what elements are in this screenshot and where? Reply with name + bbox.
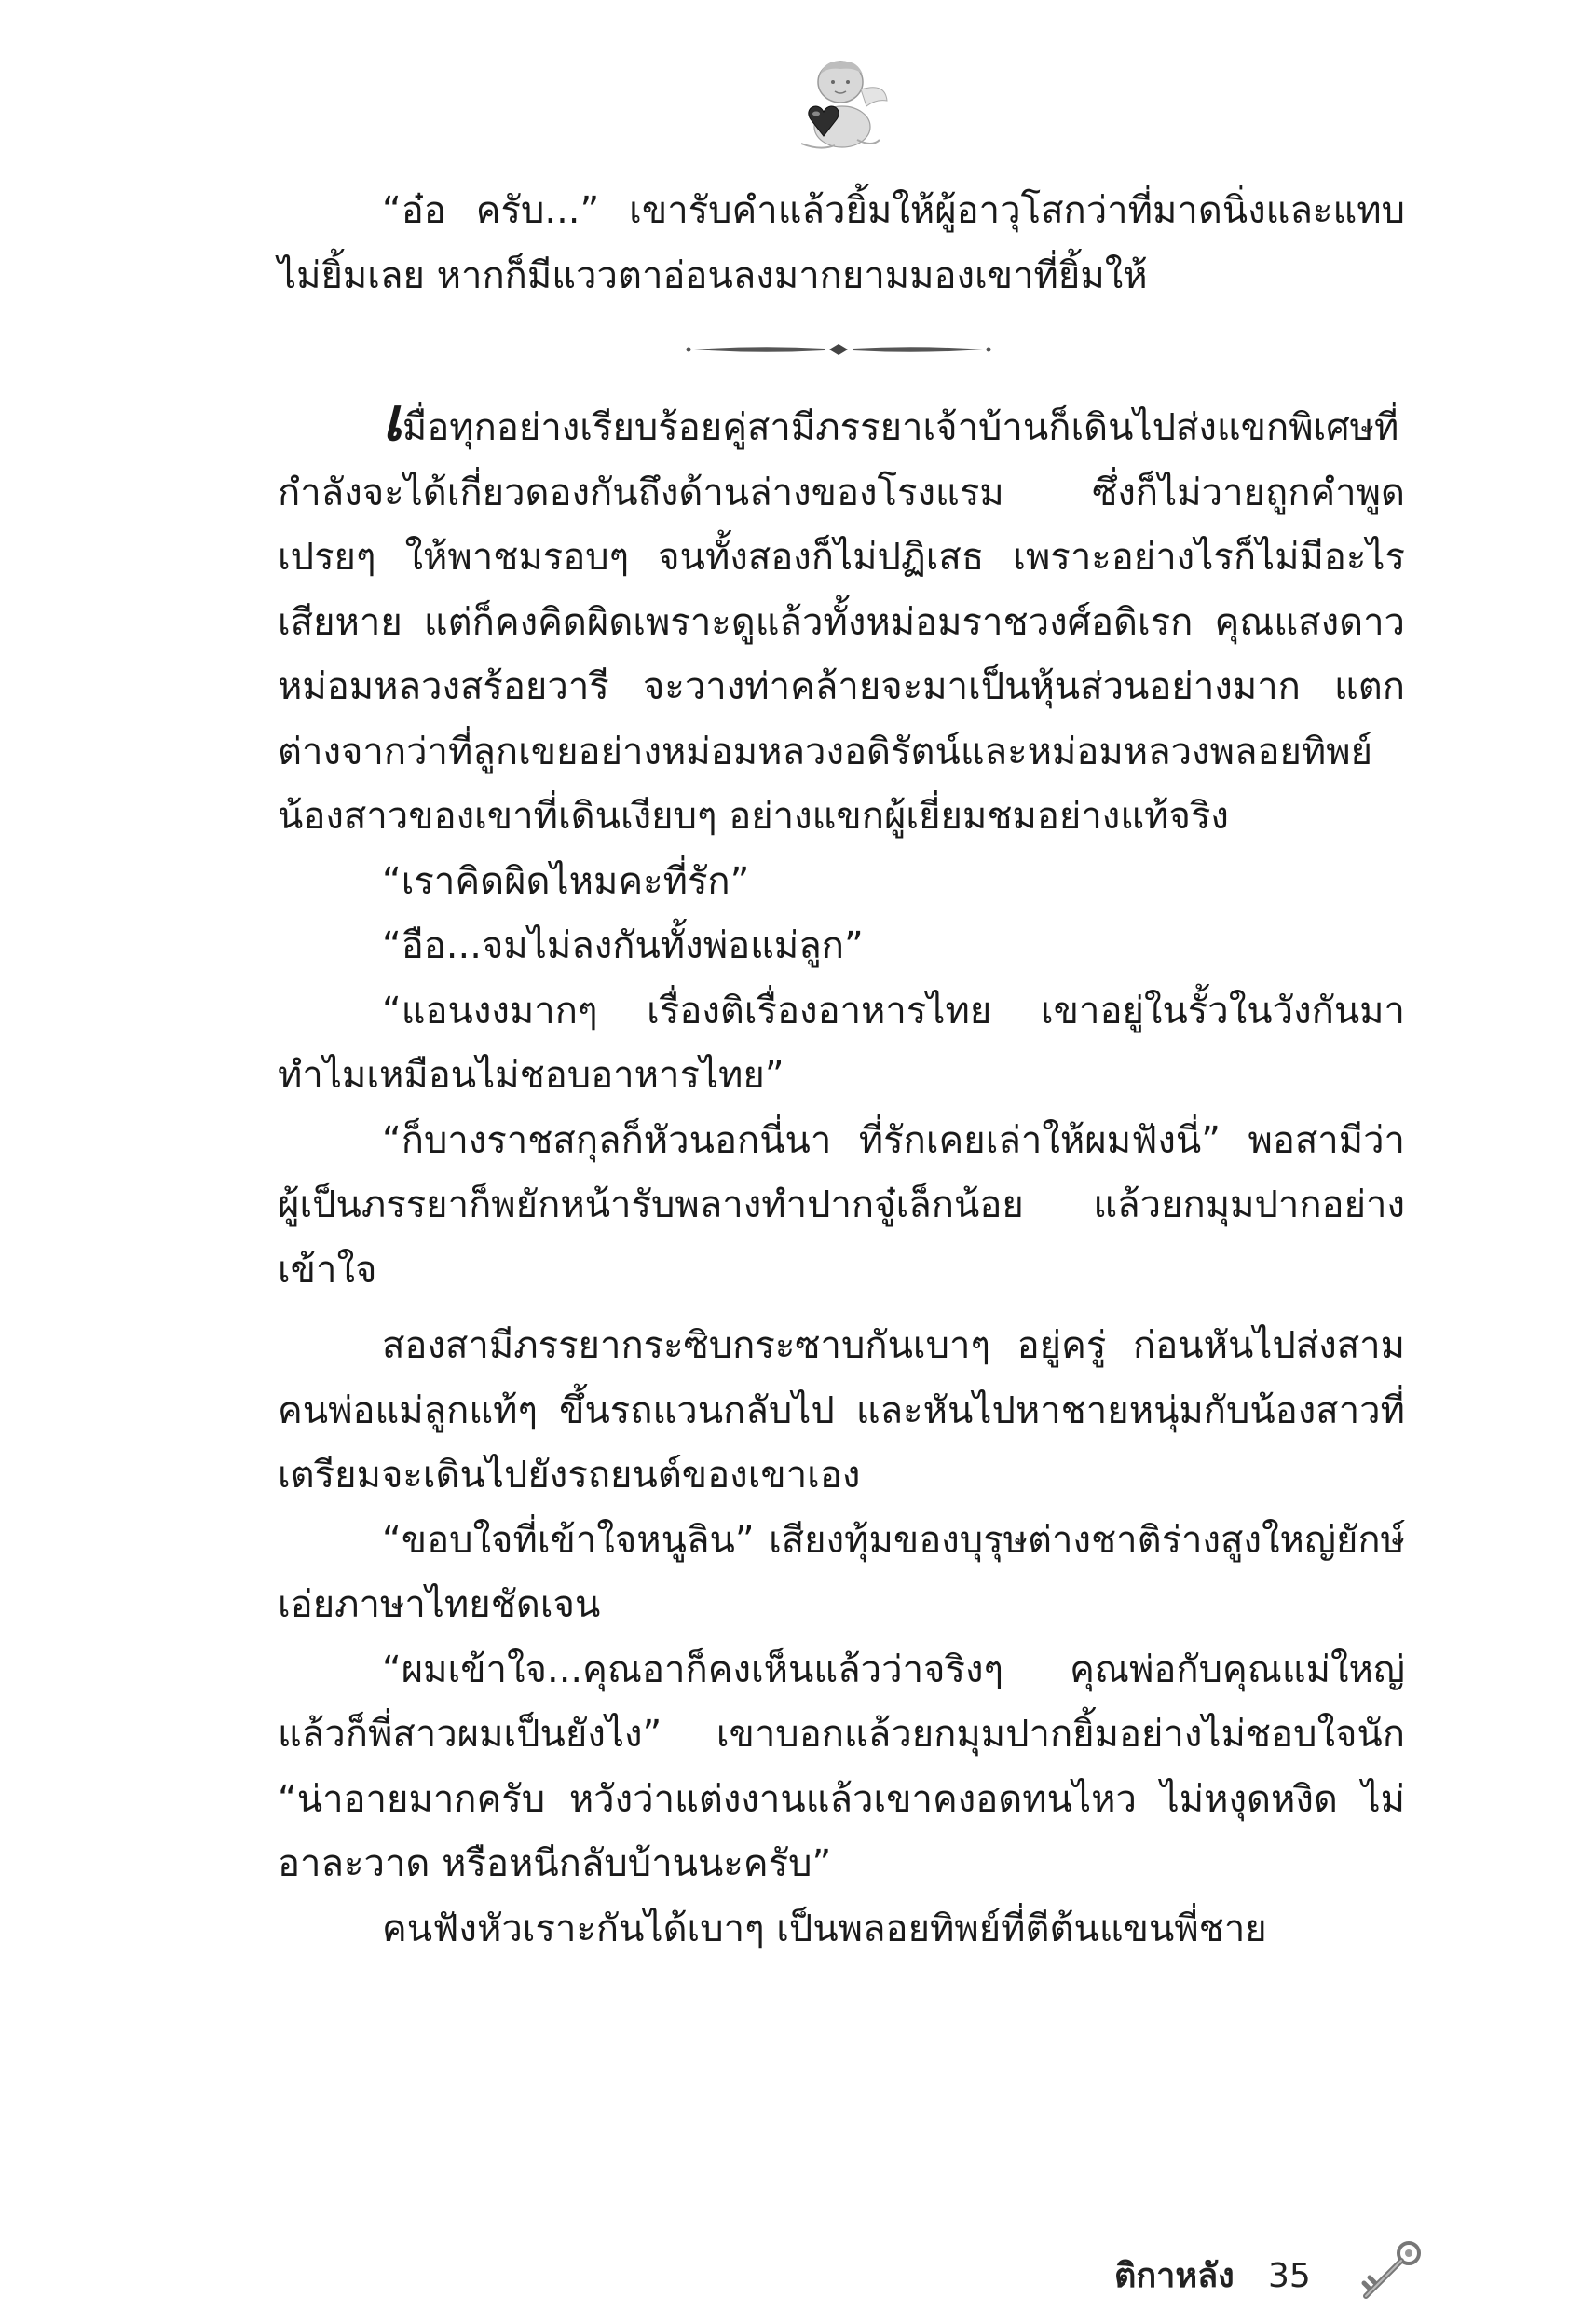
running-footer-title: ติกาหลัง [1114,2257,1235,2295]
paragraph: “อือ...จมไม่ลงกันทั้งพ่อแม่ลูก” [382,924,864,967]
page-number: 35 [1268,2257,1311,2295]
paragraph: “ก็บางราชสกุลก็หัวนอกนี่นา ที่รักเคยเล่าให้ผมฟังนี่” พอสามีว่า ผู้เป็นภรรยาก็พยักหน้ารับพลางทำปากจู๋เล็กน้อย แล้วยกมุมปากอย่างเข้าใจ [278,1118,1405,1292]
paragraph: สองสามีภรรยากระซิบกระซาบกันเบาๆ อยู่ครู่ ก่อนหันไปส่งสามคนพ่อแม่ลูกแท้ๆ ขึ้นรถแวนกลับไป และหันไปหาชายหนุ่มกับน้องสาวที่เตรียมจะเดินไปยังรถยนต์ของเขาเอง [278,1324,1405,1497]
paragraph: “ผมเข้าใจ...คุณอาก็คงเห็นแล้วว่าจริงๆ คุณพ่อกับคุณแม่ใหญ่แล้วก็พี่สาวผมเป็นยังไง” เขาบอกแล้วยกมุมปากยิ้มอย่างไม่ชอบใจนัก “น่าอายมากครับ หวังว่าแต่งงานแล้วเขาคงอดทนไหว ไม่หงุดหงิด ไม่อาละวาด หรือหนีกลับบ้านนะครับ” [278,1648,1405,1885]
cherub-with-heart-icon [783,54,894,157]
paragraph: “แอนงงมากๆ เรื่องติเรื่องอาหารไทย เขาอยู่ในรั้วในวังกันมา ทำไมเหมือนไม่ชอบอาหารไทย” [278,989,1405,1097]
top-text-block [278,179,1405,308]
antique-key-icon [1353,2236,1427,2311]
paragraph: “อ๋อ ครับ...” เขารับคำแล้วยิ้มให้ผู้อาวุโสกว่าที่มาดนิ่งและแทบไม่ยิ้มเลย หากก็มีแววตาอ่อนลงมากยามมองเขาที่ยิ้มให้ [278,189,1405,297]
paragraph: “ขอบใจที่เข้าใจหนูลิน” เสียงทุ้มของบุรุษต่างชาติร่างสูงใหญ่ยักษ์เอ่ยภาษาไทยชัดเจน [278,1518,1405,1626]
ornamental-divider-icon [685,335,992,363]
paragraph: “เราคิดผิดไหมคะที่รัก” [382,859,750,903]
first-paragraph [278,385,1405,850]
drop-cap: เ [382,385,402,455]
paragraph-text: มื่อทุกอย่างเรียบร้อยคู่สามีภรรยาเจ้าบ้านก็เดินไปส่งแขกพิเศษที่กำลังจะได้เกี่ยวดองกันถึงด้านล่างของโรงแรม ซึ่งก็ไม่วายถูกคำพูดเปรยๆ ให้พาชมรอบๆ จนทั้งสองก็ไม่ปฏิเสธ เพราะอย่างไรก็ไม่มีอะไรเสียหาย แต่ก็คงคิดผิดเพราะดูแล้วทั้งหม่อมราชวงศ์อดิเรก คุณแสงดาว หม่อมหลวงสร้อยวารี จะวางท่าคล้ายจะมาเป็นหุ้นส่วนอย่างมาก แตกต่างจากว่าที่ลูกเขยอย่างหม่อมหลวงอดิรัตน์และหม่อมหลวงพลอยทิพย์ น้องสาวของเขาที่เดินเงียบๆ อย่างแขกผู้เยี่ยมชมอย่างแท้จริง [278,406,1405,838]
paragraph: คนฟังหัวเราะกันได้เบาๆ เป็นพลอยทิพย์ที่ตีต้นแขนพี่ชาย [382,1907,1267,1950]
main-text-block [278,385,1405,1962]
